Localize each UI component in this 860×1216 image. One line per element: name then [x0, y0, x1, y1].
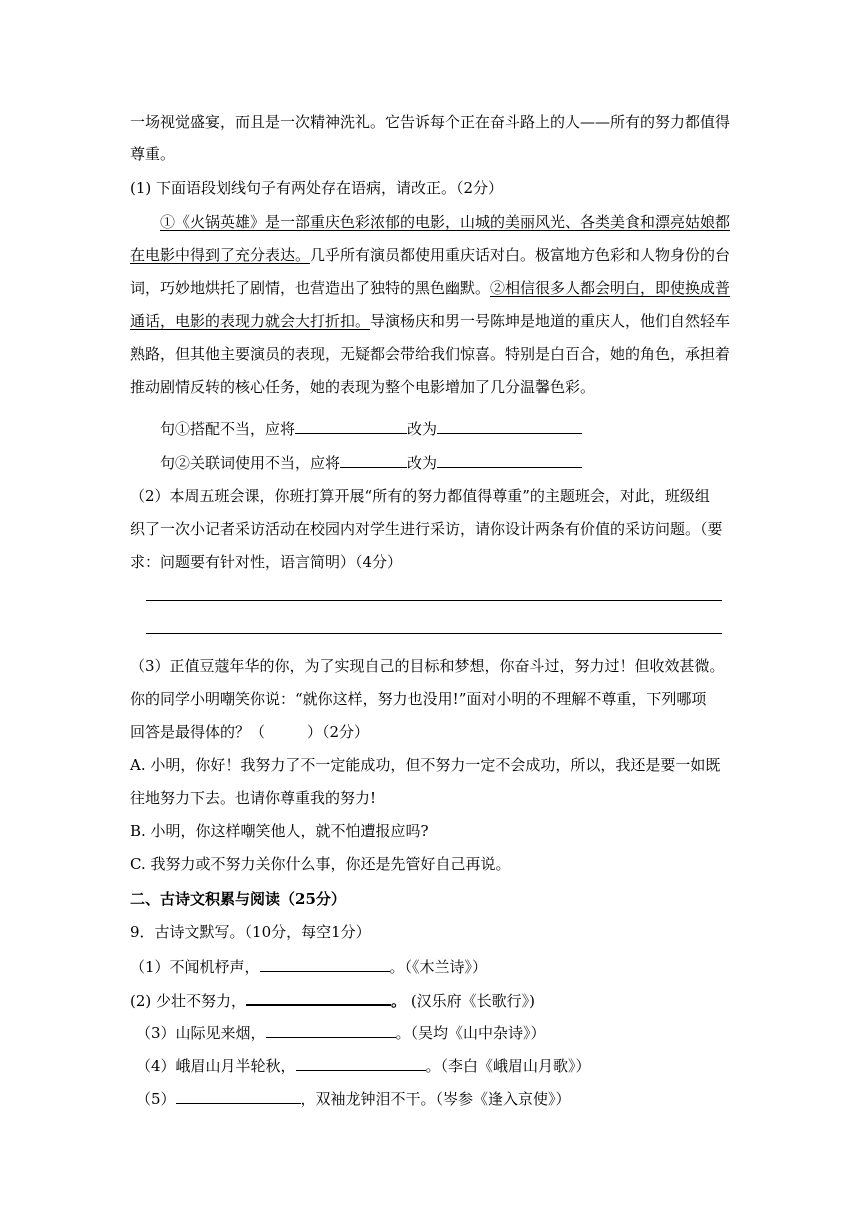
underlined-sentence-2-cont: 通话，电影的表现力就会大打折扣。 [130, 312, 371, 330]
passage-line-6: 推动剧情反转的核心任务，她的表现为整个电影增加了几分温馨色彩。 [130, 378, 596, 396]
poem-punct: 。 [391, 992, 407, 1010]
poem-item-1 [130, 956, 487, 977]
poem-line: (2) 少壮不努力， [130, 992, 247, 1010]
option-a-line-1: A. 小明，你好！我努力了不一定能成功，但不努力一定不会成功，所以，我还是要一如既 [130, 756, 721, 774]
poem-blank[interactable] [266, 1022, 396, 1038]
poem-item-5 [136, 1088, 571, 1109]
poem-line: （4）峨眉山月半轮秋， [136, 1057, 296, 1075]
underlined-sentence-1: ①《火锅英雄》是一部重庆色彩浓郁的电影，山城的美丽风光、各类美食和漂亮姑娘都 [160, 213, 731, 231]
poem-source: (汉乐府《长歌行》) [410, 992, 536, 1010]
intro-line-1: 一场视觉盛宴，而且是一次精神洗礼。它告诉每个正在奋斗路上的人——所有的努力都值得 [130, 113, 731, 131]
poem-source: ，双袖龙钟泪不干。（岑参《逢入京使》） [300, 1090, 571, 1108]
poem-blank[interactable] [246, 989, 391, 1006]
passage-text: 词，巧妙地烘托了剧情，也营造出了独特的黑色幽默。 [130, 279, 491, 297]
passage-line-2 [130, 245, 730, 265]
poem-line: （5） [136, 1090, 176, 1108]
poem-source: 。（《木兰诗》） [389, 958, 488, 976]
poem-line: （1）不闻机杼声， [130, 958, 260, 976]
q3-text: ）（2分） [307, 723, 370, 741]
passage-line-5: 熟路，但其他主要演员的表现，无疑都会带给我们惊喜。特别是白百合，她的角色，承担着 [130, 345, 731, 363]
poem-item-3 [136, 1022, 546, 1043]
passage-text: 几乎所有演员都使用重庆话对白。极富地方色彩和人物身份的台 [310, 246, 731, 264]
poem-source: 。（李白《峨眉山月歌》） [425, 1057, 591, 1075]
passage-text: 导演杨庆和男一号陈坤是地道的重庆人，他们自然轻车 [370, 312, 731, 330]
intro-line-2: 尊重。 [130, 145, 176, 163]
q9-prompt: 9．古诗文默写。（10分，每空1分） [130, 923, 371, 941]
q2-line-2: 织了一次小记者采访活动在校园内对学生进行采访，请你设计两条有价值的采访问题。（要 [130, 520, 723, 538]
q3-line-3 [130, 722, 369, 742]
poem-item-4 [136, 1055, 591, 1076]
poem-source: 。（吴均《山中杂诗》） [395, 1024, 546, 1042]
underlined-sentence-1-cont: 在电影中得到了充分表达。 [130, 246, 311, 264]
q2-line-3: 求：问题要有针对性，语言简明）（4分） [130, 553, 403, 571]
poem-line: （3）山际见来烟， [136, 1024, 266, 1042]
q1-prompt: (1) 下面语段划线句子有两处存在语病，请改正。（2分） [130, 179, 504, 197]
underlined-sentence-2: ②相信很多人都会明白，即使换成普 [490, 279, 731, 297]
sentence-1-answer [160, 418, 582, 439]
answer-blank[interactable] [437, 418, 582, 434]
passage-line-4 [130, 311, 730, 331]
poem-blank[interactable] [260, 956, 390, 972]
poem-blank[interactable] [296, 1055, 426, 1071]
answer-label: 句②关联词使用不当，应将 [160, 454, 341, 472]
passage-line-1 [160, 212, 730, 232]
answer-line-2[interactable] [146, 633, 722, 634]
option-c: C. 我努力或不努力关你什么事，你还是先管好自己再说。 [130, 855, 511, 873]
poem-blank[interactable] [176, 1088, 301, 1104]
option-b: B. 小明，你这样嘲笑他人，就不怕遭报应吗? [130, 822, 429, 840]
poem-item-2 [130, 989, 535, 1011]
q3-line-1: （3）正值豆蔻年华的你，为了实现自己的目标和梦想，你奋斗过，努力过！但收效甚微。 [130, 657, 725, 675]
q3-text: 回答是最得体的？（ [130, 723, 266, 741]
q2-line-1: （2）本周五班会课，你班打算开展“所有的努力都值得尊重”的主题班会，对此，班级组 [130, 487, 710, 505]
section-heading: 二、古诗文积累与阅读（25分） [130, 890, 346, 908]
option-a-line-2: 往地努力下去。也请你尊重我的努力! [130, 789, 377, 807]
sentence-2-answer [160, 452, 582, 473]
answer-label: 改为 [407, 420, 438, 438]
q3-line-2: 你的同学小明嘲笑你说：“就你这样，努力也没用!”面对小明的不理解不尊重，下列哪项 [130, 690, 707, 708]
answer-label: 改为 [407, 454, 438, 472]
passage-line-3 [130, 278, 730, 298]
answer-blank[interactable] [437, 452, 582, 468]
answer-blank[interactable] [340, 452, 407, 468]
answer-line-1[interactable] [146, 600, 722, 601]
answer-label: 句①搭配不当，应将 [160, 420, 296, 438]
answer-blank[interactable] [295, 418, 407, 434]
